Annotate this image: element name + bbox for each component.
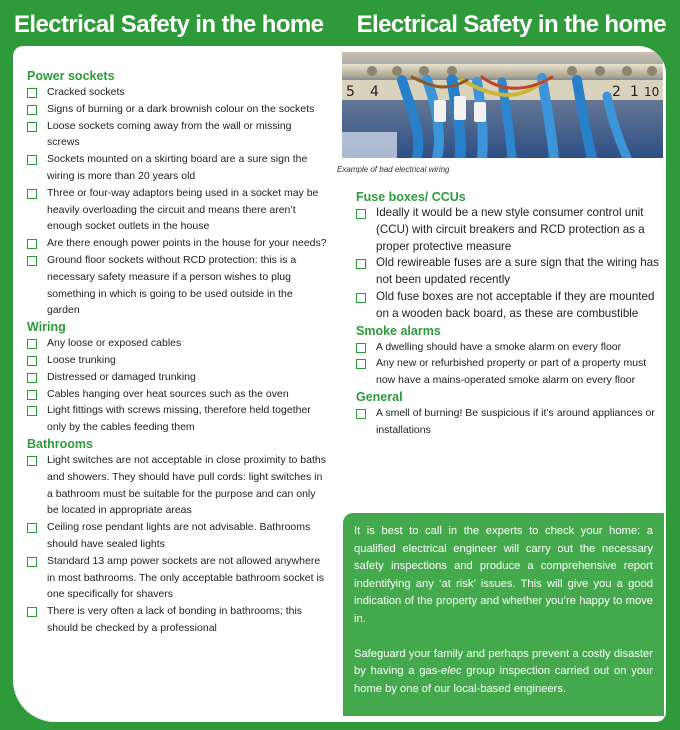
title-left: Electrical Safety in the home [14, 11, 324, 38]
checkbox-icon [27, 88, 37, 98]
checklist-item-text: A dwelling should have a smoke alarm on every floor [376, 340, 622, 353]
checklist-item-text: Cracked sockets [47, 86, 125, 98]
checklist-item [27, 252, 327, 319]
checkbox-icon [27, 256, 37, 266]
checkbox-icon [27, 189, 37, 199]
checklist-item-text: Signs of burning or a dark brownish colour on the sockets [47, 102, 315, 115]
checkbox-icon [356, 409, 366, 419]
checklist-item [356, 355, 661, 389]
left-column [27, 68, 327, 637]
smoke-alarms-list [356, 339, 661, 389]
checkbox-icon [27, 390, 37, 400]
checklist-item-text: Any new or refurbished property or part of a property must now have a mains-operated smoke alarm on every floor [376, 357, 647, 387]
terminal-number-4: 4 [370, 84, 379, 100]
callout-paragraph-1: It is best to call in the experts to check your home: a qualified electrical engineer will carry out the necessary safety inspections and produce a comprehensive report indentifying any ‘at risk’ issues. This will give you a good indication of the property and whether you’re happy to move in. [354, 525, 653, 625]
checklist-item-text: A smell of burning! Be suspicious if it’s around appliances or installations [376, 406, 655, 436]
checkbox-icon [27, 607, 37, 617]
fuse-boxes-list [356, 205, 661, 323]
checklist-item-text: Cables hanging over heat sources such as the oven [47, 387, 289, 400]
section-title-fuse-boxes: Fuse boxes/ CCUs [356, 190, 466, 204]
checklist-item-text: Are there enough power points in the house for your needs? [47, 237, 327, 250]
checklist-item-text: Ideally it would be a new style consumer control unit (CCU) with circuit breakers and RCD protection as a proper protective measure [376, 206, 645, 253]
right-column [356, 189, 661, 439]
checklist-item [356, 405, 661, 439]
checklist-item-text: Loose sockets coming away from the wall or missing screws [47, 119, 292, 149]
callout-box [343, 513, 664, 716]
photo-caption: Example of bad electrical wiring [337, 165, 450, 174]
section-title-power-sockets: Power sockets [27, 69, 115, 83]
checklist-item-text: Loose trunking [47, 353, 116, 366]
checklist-item [27, 352, 327, 369]
checklist-item [27, 118, 327, 152]
checklist-item [356, 205, 661, 255]
checklist-item [27, 452, 327, 519]
terminal-number-10: 10 [644, 85, 660, 99]
callout-brand-emphasis: elec [441, 665, 462, 678]
checkbox-icon [356, 209, 366, 219]
checkbox-icon [356, 259, 366, 269]
terminal-number-1: 1 [630, 84, 639, 100]
page-header [0, 0, 680, 46]
checklist-item [27, 553, 327, 603]
checklist-item [27, 151, 327, 185]
checklist-item [27, 603, 327, 637]
checklist-item-text: Distressed or damaged trunking [47, 370, 196, 383]
checkbox-icon [27, 373, 37, 383]
checkbox-icon [27, 122, 37, 132]
bathrooms-list [27, 452, 327, 637]
checklist-item-text: Light fittings with screws missing, therefore held together only by the cables feeding them [47, 404, 311, 434]
checkbox-icon [356, 293, 366, 303]
checklist-item [27, 84, 327, 101]
checklist-item-text: Ceiling rose pendant lights are not advisable. Bathrooms should have sealed lights [47, 521, 311, 550]
checkbox-icon [27, 105, 37, 115]
checklist-item [27, 386, 327, 403]
checklist-item [356, 339, 661, 356]
title-right: Electrical Safety in the home [356, 11, 666, 38]
section-title-smoke-alarms: Smoke alarms [356, 323, 441, 338]
checkbox-icon [27, 239, 37, 249]
checkbox-icon [27, 523, 37, 533]
checklist-item-text: Sockets mounted on a skirting board are a sure sign the wiring is more than 20 years old [47, 153, 308, 182]
wiring-list [27, 335, 327, 436]
checkbox-icon [356, 343, 366, 353]
checklist-item [27, 335, 327, 352]
checklist-item [27, 101, 327, 118]
checklist-item [356, 255, 661, 289]
checklist-item-text: Light switches are not acceptable in close proximity to baths and showers. They should have pull cords: light switches in a bathroom must be suitable for the purpose and can only be located in appropriate areas [47, 453, 326, 517]
checklist-item-text: Standard 13 amp power sockets are not allowed anywhere in most bathrooms. The only acceptable bathroom socket is one specifically for shavers [47, 554, 325, 601]
checklist-item-text: Ground floor sockets without RCD protection: this is a necessary safety measure if a person wishes to plug something in which is going to be used outside in the garden [47, 253, 297, 317]
checkbox-icon [356, 359, 366, 369]
checkbox-icon [27, 155, 37, 165]
power-sockets-list [27, 84, 327, 319]
checklist-item-text: There is very often a lack of bonding in bathrooms; this should be checked by a professional [47, 605, 303, 634]
callout-paragraph-2 [343, 646, 664, 699]
checklist-item-text: Old rewireable fuses are a sure sign that the wiring has not been updated recently [376, 256, 659, 287]
terminal-number-5: 5 [346, 84, 355, 100]
section-title-wiring: Wiring [27, 320, 66, 335]
checklist-item [356, 289, 661, 323]
checklist-item-text: Any loose or exposed cables [47, 337, 182, 350]
callout-paragraph-2-start: Safeguard your family and perhaps prevent a costly disaster by having a gas- [354, 647, 653, 678]
callout-paragraph-2-end: group inspection carried out on your home by one of our local-based engineers. [354, 665, 653, 695]
section-title-general: General [356, 389, 403, 404]
wiring-photo [342, 52, 663, 158]
checklist-item [27, 369, 327, 386]
checkbox-icon [27, 456, 37, 466]
checklist-item [27, 185, 327, 235]
checklist-item-text: Old fuse boxes are not acceptable if they are mounted on a wooden back board, as these are combustible [376, 289, 655, 320]
checklist-item-text: Three or four-way adaptors being used in a socket may be heavily overloading the circuit and means there aren’t enough socket outlets in the house [47, 186, 319, 233]
content-panel [13, 46, 666, 722]
section-title-bathrooms: Bathrooms [27, 436, 93, 451]
checkbox-icon [27, 356, 37, 366]
checklist-item [27, 402, 327, 436]
checkbox-icon [27, 406, 37, 416]
general-list [356, 405, 661, 439]
terminal-number-2: 2 [612, 84, 621, 100]
checklist-item [27, 235, 327, 252]
checklist-item [27, 519, 327, 553]
checkbox-icon [27, 339, 37, 349]
checkbox-icon [27, 557, 37, 567]
